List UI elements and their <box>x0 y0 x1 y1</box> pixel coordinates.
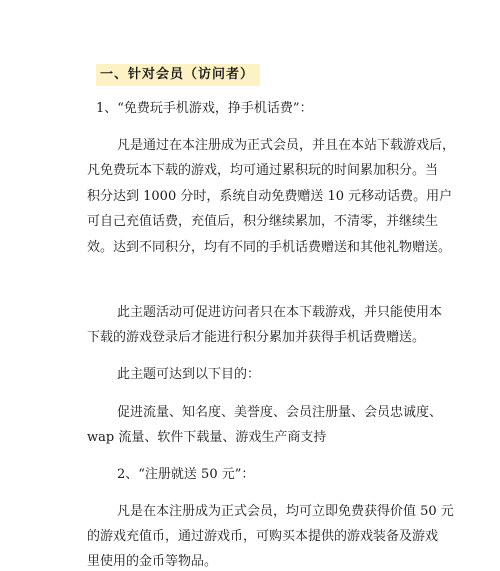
item2-para-line-1: 凡是在本注册成为正式会员，均可立即免费获得价值 50 元 <box>117 504 454 519</box>
item1-para-line-4: 可自己充值话费，充值后，积分继续累加，不清零，并继续生 <box>87 214 439 229</box>
item1-para2-line-2: 下载的游戏登录后才能进行积分累加并获得手机话费赠送。 <box>87 330 426 345</box>
item2-para-line-2: 的游戏充值币，通过游戏币，可购买本提供的游戏装备及游戏 <box>87 529 439 544</box>
item2-title: 2、“注册就送 50 元”： <box>117 467 255 482</box>
item1-goal-line-2: wap 流量、软件下载量、游戏生产商支持 <box>87 430 327 445</box>
item1-goal-intro: 此主题可达到以下目的： <box>117 367 261 382</box>
item1-para-line-1: 凡是通过在本注册成为正式会员，并且在本站下载游戏后， <box>117 138 456 153</box>
item1-goal-line-1: 促进流量、知名度、美誉度、会员注册量、会员忠诚度、 <box>117 405 443 420</box>
item1-para-line-2: 凡免费玩本下载的游戏，均可通过累积玩的时间累加积分。当 <box>87 163 439 178</box>
item1-para-line-3: 积分达到 1000 分时，系统自动免费赠送 10 元移动话费。用户 <box>87 189 453 204</box>
section-heading: 一、针对会员（访问者） <box>96 64 260 86</box>
item1-title: 1、“免费玩手机游戏，挣手机话费”： <box>96 101 313 116</box>
item2-para-line-3: 里使用的金币等物品。 <box>87 554 218 569</box>
item1-para2-line-1: 此主题活动可促进访问者只在本下载游戏，并只能使用本 <box>117 305 443 320</box>
item1-para-line-5: 效。达到不同积分，均有不同的手机话费赠送和其他礼物赠送。 <box>87 240 452 255</box>
